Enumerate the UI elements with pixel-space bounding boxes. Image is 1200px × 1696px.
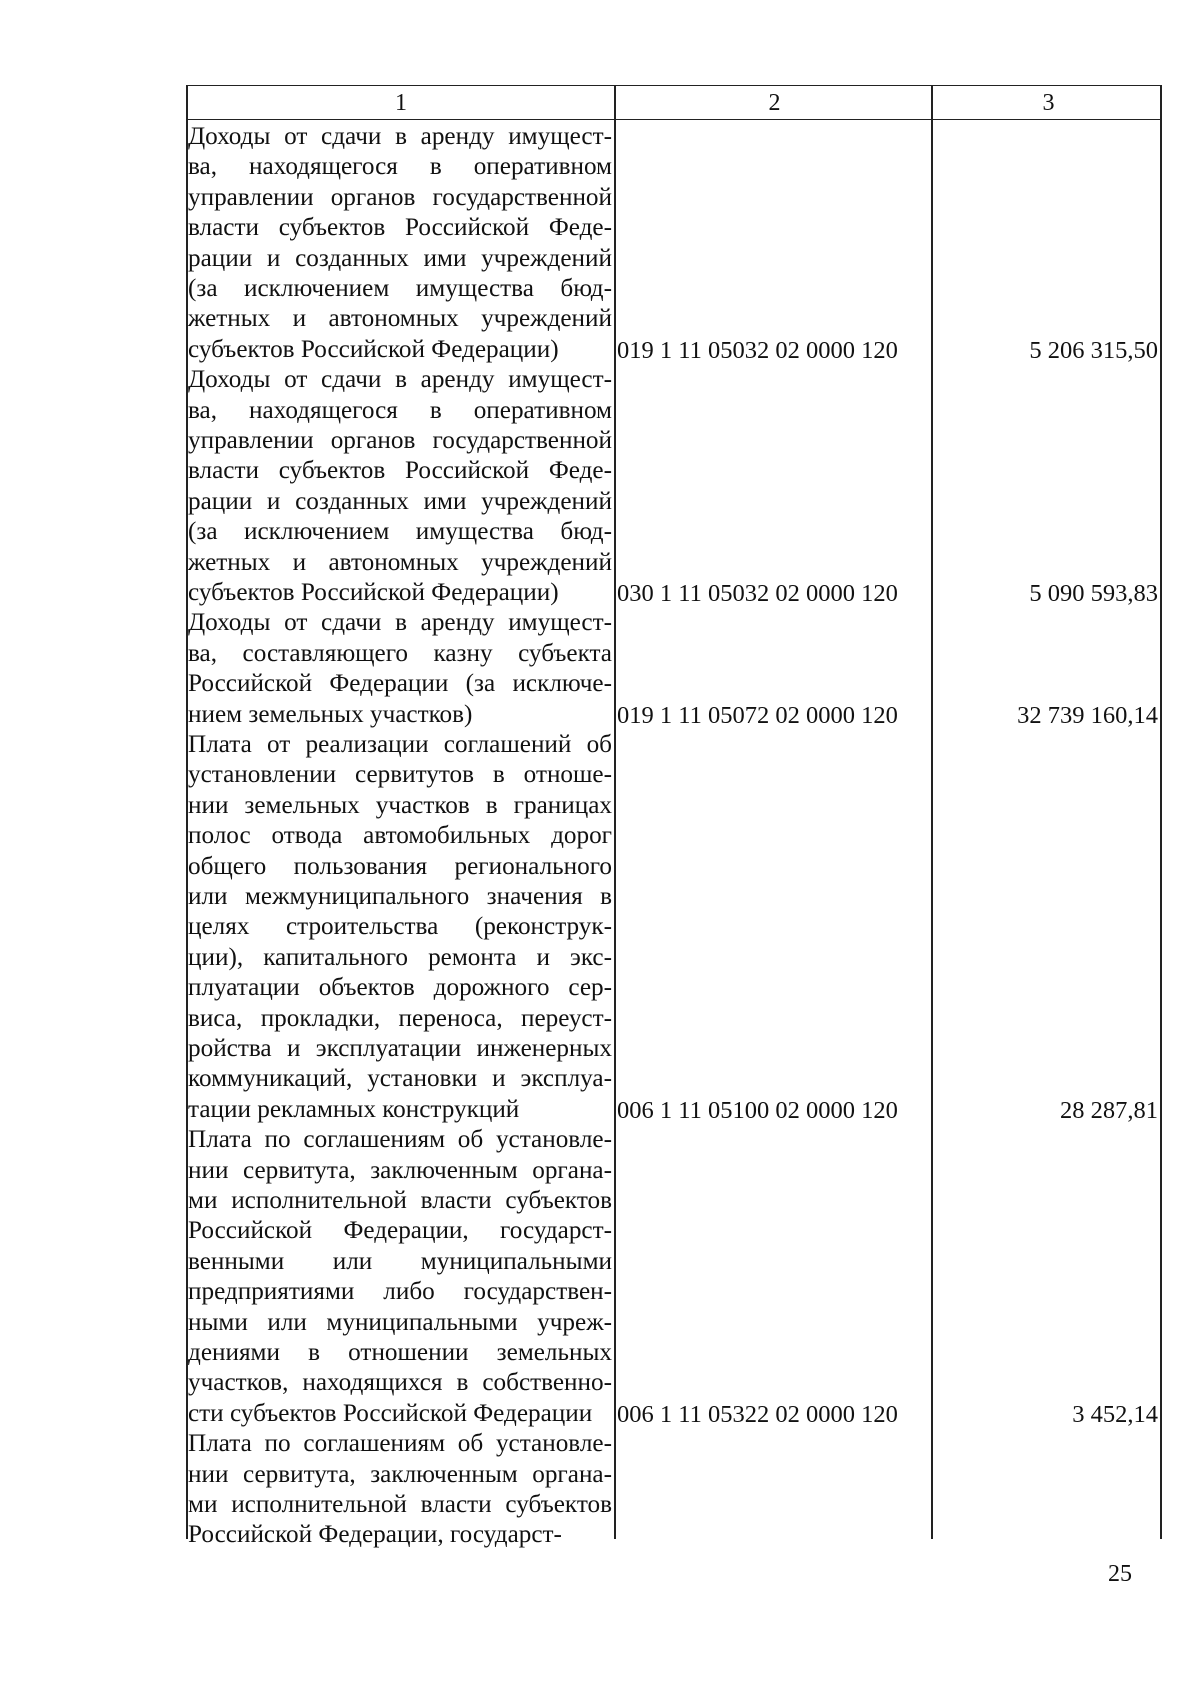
description-line: Плата по соглашениям об установле- (188, 1430, 612, 1458)
description-line: ва, находящегося в оперативном (188, 396, 612, 424)
description-line: власти субъектов Российской Феде- (188, 457, 612, 485)
description-line: нием земельных участков) (188, 700, 473, 728)
description-line: сти субъектов Российской Федерации (188, 1399, 593, 1427)
description-line: дениями в отношении земельных (188, 1339, 612, 1367)
page-number: 25 (1108, 1561, 1132, 1587)
row-description (188, 1125, 612, 1429)
description-line: Доходы от сдачи в аренду имущест- (188, 123, 612, 150)
description-line: виса, прокладки, переноса, переуст- (188, 1004, 612, 1032)
budget-code: 019 1 11 05072 02 0000 120 (617, 701, 898, 729)
table-row (186, 1125, 1162, 1429)
description-line: ройства и эксплуатации инженерных (188, 1035, 612, 1063)
description-line: нии сервитута, заключенным органа- (188, 1460, 612, 1488)
description-line: плуатации объектов дорожного сер- (188, 974, 612, 1002)
description-line: участков, находящихся в собственно- (188, 1369, 612, 1397)
description-line: рации и созданных ими учреждений (188, 487, 612, 515)
description-line: или межмуниципального значения в (188, 883, 612, 911)
header-col-3: 3 (932, 86, 1164, 119)
description-line: субъектов Российской Федерации) (188, 335, 559, 363)
description-line: Плата по соглашениям об установле- (188, 1126, 612, 1154)
table-row (186, 365, 1162, 608)
description-line: Российской Федерации (за исключе- (188, 670, 612, 698)
budget-code: 006 1 11 05322 02 0000 120 (617, 1400, 898, 1428)
description-line: коммуникаций, установки и эксплуа- (188, 1065, 612, 1093)
description-line: Доходы от сдачи в аренду имущест- (188, 366, 612, 394)
description-line: целях строительства (реконструк- (188, 913, 612, 941)
amount: 5 206 315,50 (1029, 336, 1158, 364)
amount: 28 287,81 (1060, 1096, 1158, 1124)
description-line: ными или муниципальными учреж- (188, 1308, 612, 1336)
row-description (188, 365, 612, 608)
description-line: жетных и автономных учреждений (188, 548, 612, 576)
amount: 5 090 593,83 (1029, 579, 1158, 607)
description-line: ми исполнительной власти субъектов (188, 1491, 612, 1518)
description-line: управлении органов государственной (188, 183, 612, 211)
budget-code: 019 1 11 05032 02 0000 120 (617, 336, 898, 364)
amount: 3 452,14 (1072, 1400, 1158, 1428)
description-line: нии сервитута, заключенным органа- (188, 1156, 612, 1184)
description-line: Российской Федерации, государст- (188, 1217, 612, 1245)
description-line: Плата от реализации соглашений об (188, 731, 612, 758)
row-description (188, 608, 612, 730)
description-line: ции), капитального ремонта и экс- (188, 943, 612, 971)
table-row (186, 730, 1162, 1125)
row-description (188, 730, 612, 1125)
description-line: (за исключением имущества бюд- (188, 518, 612, 546)
description-line: предприятиями либо государствен- (188, 1278, 612, 1306)
description-line: управлении органов государственной (188, 427, 612, 454)
description-line: ва, находящегося в оперативном (188, 153, 612, 181)
amount: 32 739 160,14 (1017, 701, 1158, 729)
row-description (188, 1429, 612, 1551)
description-line: общего пользования регионального (188, 852, 612, 880)
table-header (186, 85, 1162, 120)
budget-code: 030 1 11 05032 02 0000 120 (617, 579, 898, 607)
table-row (186, 122, 1162, 365)
row-description (188, 122, 612, 365)
description-line: власти субъектов Российской Феде- (188, 214, 612, 242)
table-row (186, 1429, 1162, 1551)
description-line: Доходы от сдачи в аренду имущест- (188, 609, 612, 637)
description-line: Российской Федерации, государст- (188, 1521, 562, 1549)
description-line: жетных и автономных учреждений (188, 305, 612, 333)
description-line: субъектов Российской Федерации) (188, 579, 559, 607)
description-line: установлении сервитутов в отноше- (188, 761, 612, 789)
description-line: рации и созданных ими учреждений (188, 244, 612, 272)
description-line: нии земельных участков в границах (188, 791, 612, 819)
budget-code: 006 1 11 05100 02 0000 120 (617, 1096, 898, 1124)
table-row (186, 608, 1162, 730)
description-line: полос отвода автомобильных дорог (188, 822, 612, 850)
description-line: ми исполнительной власти субъектов (188, 1187, 612, 1214)
description-line: венными или муниципальными (188, 1247, 612, 1275)
header-col-1: 1 (395, 90, 407, 116)
description-line: (за исключением имущества бюд- (188, 275, 612, 303)
description-line: ва, составляющего казну субъекта (188, 639, 612, 667)
header-col-2: 2 (615, 86, 933, 119)
description-line: тации рекламных конструкций (188, 1095, 520, 1123)
